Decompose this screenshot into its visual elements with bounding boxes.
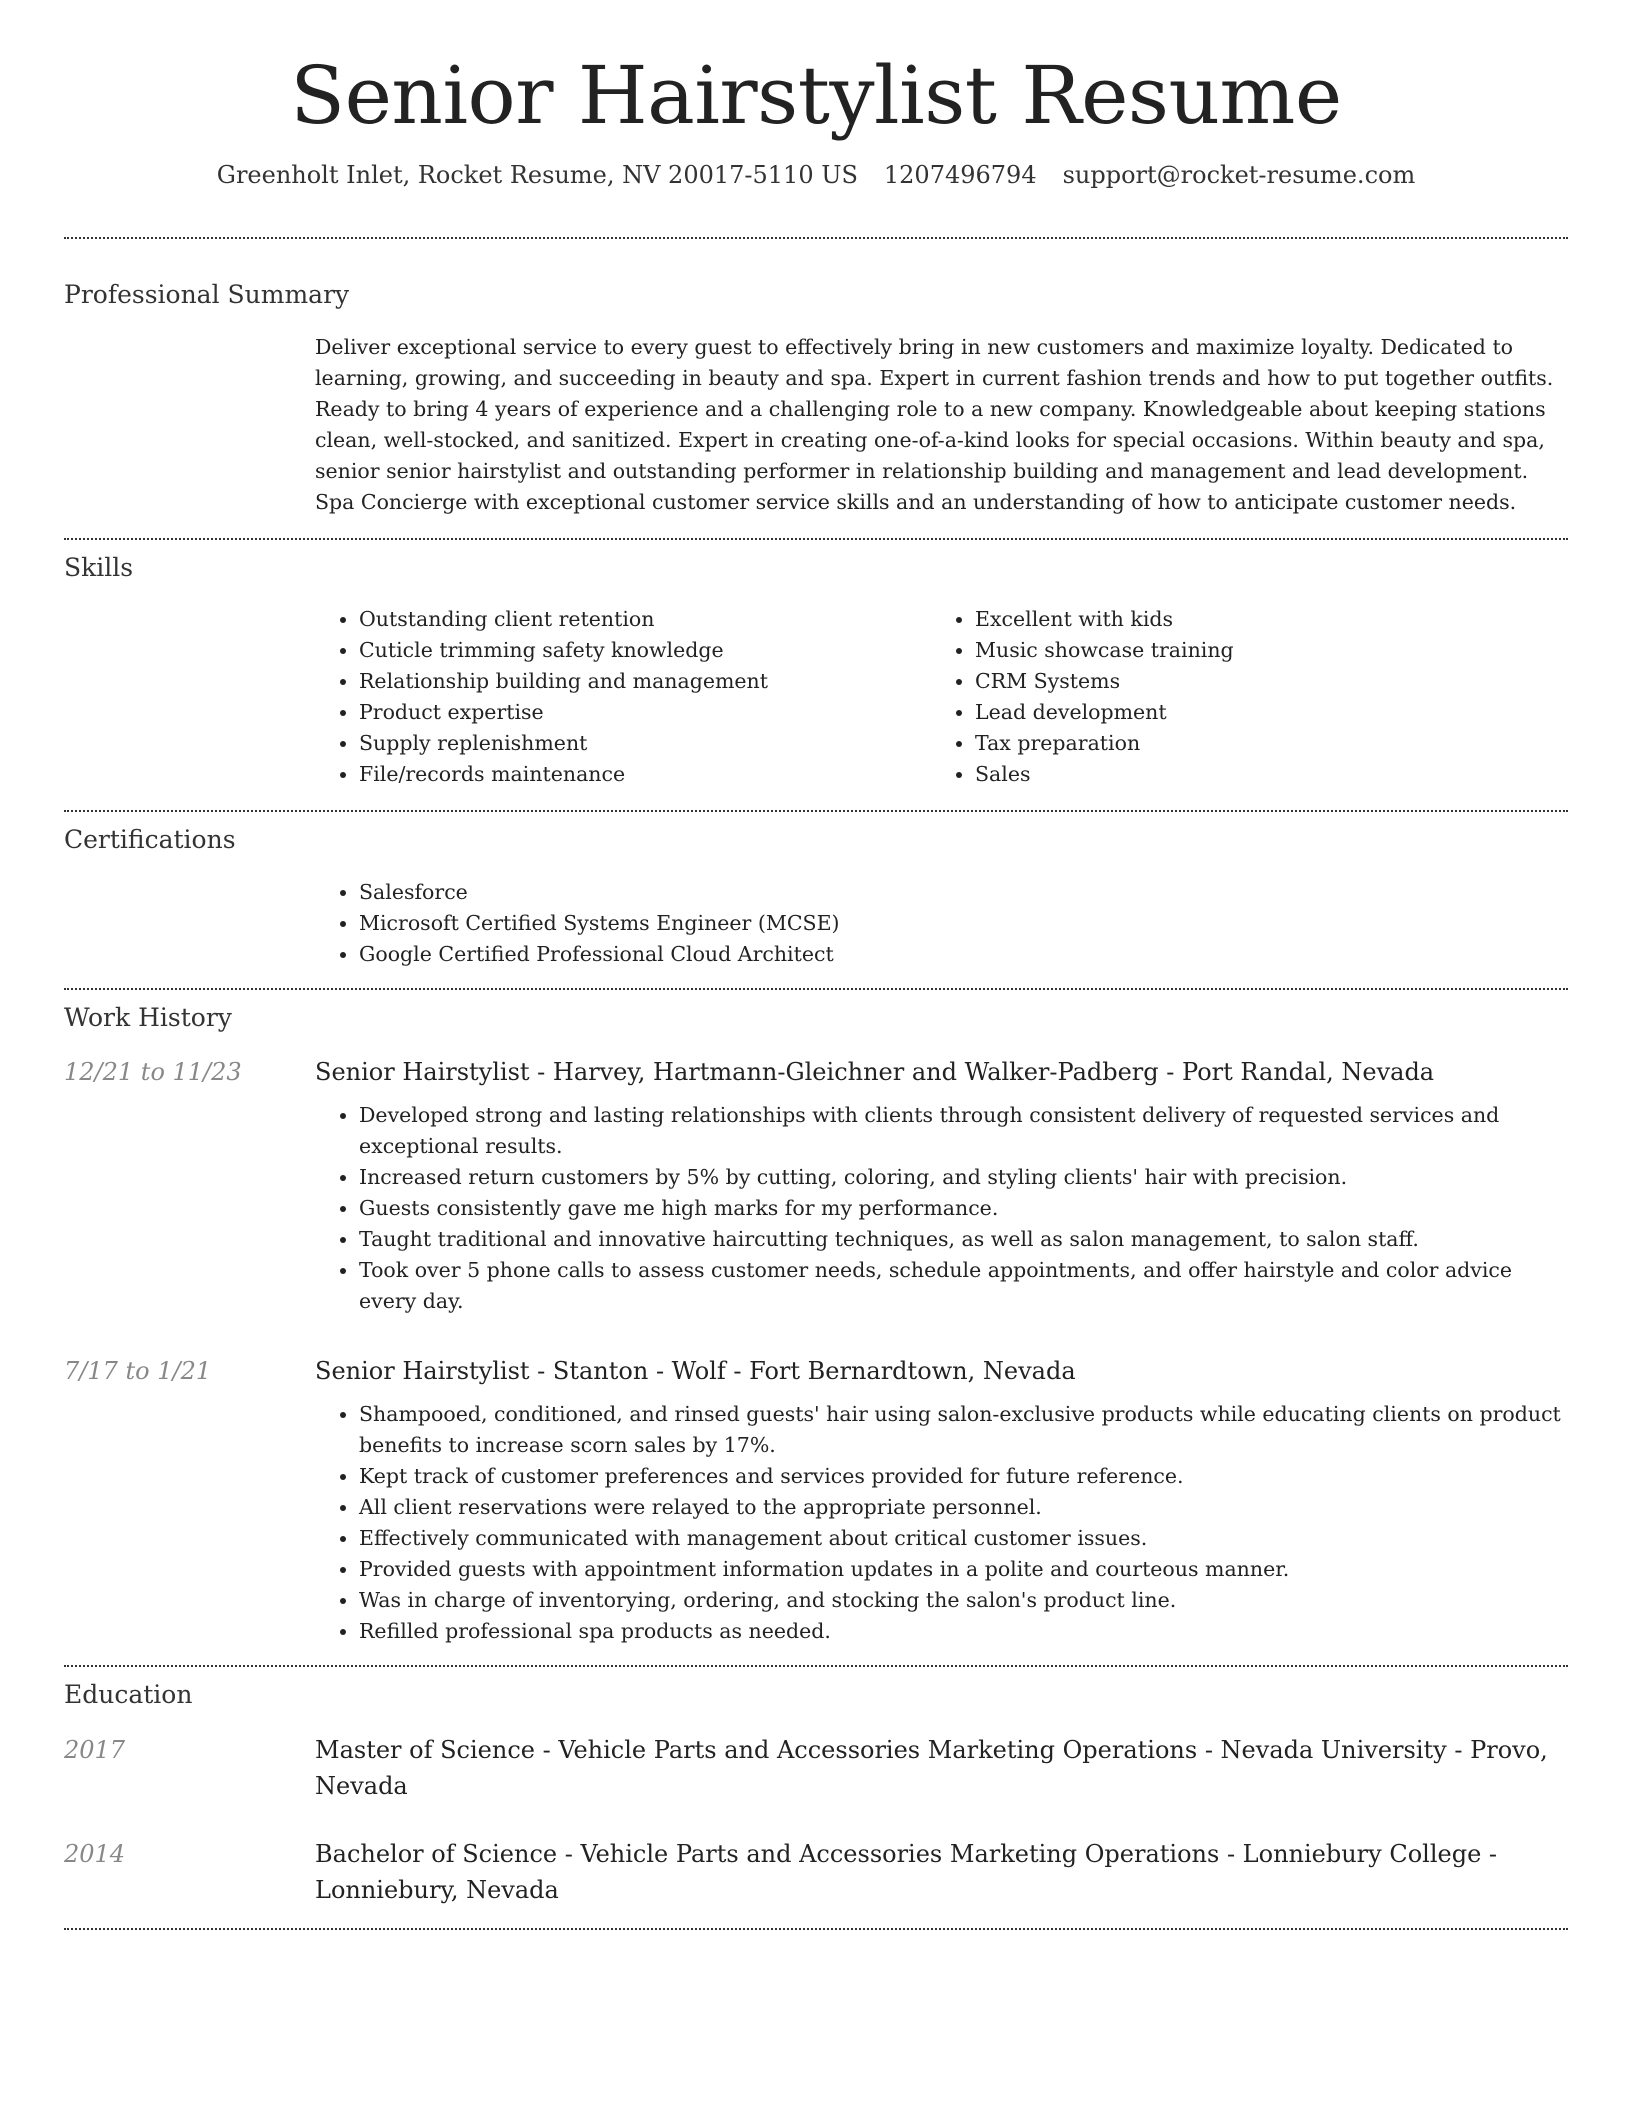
list-item: • Outstanding client retention: [359, 604, 931, 635]
divider: [64, 988, 1568, 990]
education-entry: [64, 1836, 1568, 1908]
divider: [64, 237, 1568, 239]
summary-text: Deliver exceptional service to every guest to effectively bring in new customers and maximize loyalty. Dedicated to learning, growing, and succeeding in beauty and spa. Expert in current fashion trends and how to put together outfits. Ready to bring 4 years of experience and a challenging role to a new company. Knowledgeable about keeping stations clean, well-stocked, and sanitized. Expert in creating one-of-a-kind looks for special occasions. Within beauty and spa, senior senior hairstylist and outstanding performer in relationship building and management and lead development. Spa Concierge with exceptional customer service skills and an understanding of how to anticipate customer needs.: [315, 334, 1554, 514]
contact-phone: 1207496794: [883, 161, 1037, 189]
education-body: [315, 1732, 1568, 1804]
education-text: Bachelor of Science - Vehicle Parts and Accessories Marketing Operations - Lonniebury College - Lonniebury, Nevada: [315, 1839, 1498, 1904]
certifications-heading: Certifications: [64, 825, 236, 855]
summary-section: [315, 332, 1568, 518]
job-entry: [64, 1054, 1568, 1317]
skills-list-left: [315, 604, 931, 790]
list-item: • Provided guests with appointment information updates in a polite and courteous manner.: [359, 1554, 1568, 1585]
list-item: • Taught traditional and innovative haircutting techniques, as well as salon management, to salon staff.: [359, 1224, 1568, 1255]
job-bullets: [315, 1100, 1568, 1317]
divider: [64, 810, 1568, 812]
skills-section: [315, 604, 1568, 790]
job-title: Senior Hairstylist - Stanton - Wolf - Fort Bernardtown, Nevada: [315, 1357, 1076, 1386]
certifications-list: [315, 877, 1568, 970]
education-year: 2017: [64, 1735, 126, 1764]
divider: [64, 538, 1568, 540]
list-item: • Music showcase training: [975, 635, 1547, 666]
list-item: • Supply replenishment: [359, 728, 931, 759]
list-item: • Took over 5 phone calls to assess customer needs, schedule appointments, and offer hairstyle and color advice every day.: [359, 1255, 1568, 1317]
divider: [64, 1928, 1568, 1930]
list-item: • Developed strong and lasting relationships with clients through consistent delivery of requested services and exceptional results.: [359, 1100, 1568, 1162]
education-text: Master of Science - Vehicle Parts and Accessories Marketing Operations - Nevada University - Provo, Nevada: [315, 1735, 1548, 1800]
job-dates: 7/17 to 1/21: [64, 1357, 212, 1386]
list-item: • Was in charge of inventorying, ordering, and stocking the salon's product line.: [359, 1585, 1568, 1616]
contact-email: support@rocket-resume.com: [1062, 161, 1416, 189]
list-item: • Guests consistently gave me high marks for my performance.: [359, 1193, 1568, 1224]
work-heading: Work History: [64, 1002, 232, 1032]
education-body: [315, 1836, 1568, 1908]
list-item: • Refilled professional spa products as needed.: [359, 1616, 1568, 1647]
job-title: Senior Hairstylist - Harvey, Hartmann-Gleichner and Walker-Padberg - Port Randal, Nevada: [315, 1058, 1435, 1087]
list-item: • Sales: [975, 759, 1547, 790]
skills-list-right: [931, 604, 1547, 790]
list-item: • CRM Systems: [975, 666, 1547, 697]
list-item: • Microsoft Certified Systems Engineer (MCSE): [359, 908, 1568, 939]
list-item: • Effectively communicated with management about critical customer issues.: [359, 1523, 1568, 1554]
summary-heading: Professional Summary: [64, 280, 350, 310]
skills-heading: Skills: [64, 552, 134, 582]
list-item: • Lead development: [975, 697, 1547, 728]
list-item: • Kept track of customer preferences and services provided for future reference.: [359, 1461, 1568, 1492]
education-year: 2014: [64, 1839, 126, 1868]
list-item: • Salesforce: [359, 877, 1568, 908]
education-heading: Education: [64, 1680, 193, 1710]
list-item: • Relationship building and management: [359, 666, 931, 697]
contact-line: [64, 160, 1568, 191]
education-entry: [64, 1732, 1568, 1804]
certifications-section: [315, 877, 1568, 970]
job-body: [315, 1353, 1568, 1647]
list-item: • Cuticle trimming safety knowledge: [359, 635, 931, 666]
job-dates: 12/21 to 11/23: [64, 1058, 242, 1087]
list-item: • Tax preparation: [975, 728, 1547, 759]
contact-address: Greenholt Inlet, Rocket Resume, NV 20017-5110 US: [216, 161, 858, 189]
list-item: • Increased return customers by 5% by cutting, coloring, and styling clients' hair with precision.: [359, 1162, 1568, 1193]
list-item: • Product expertise: [359, 697, 931, 728]
list-item: • File/records maintenance: [359, 759, 931, 790]
list-item: • Shampooed, conditioned, and rinsed guests' hair using salon-exclusive products while educating clients on product benefits to increase scorn sales by 17%.: [359, 1399, 1568, 1461]
list-item: • Google Certified Professional Cloud Architect: [359, 939, 1568, 970]
job-bullets: [315, 1399, 1568, 1647]
list-item: • Excellent with kids: [975, 604, 1547, 635]
divider: [64, 1665, 1568, 1667]
list-item: • All client reservations were relayed to the appropriate personnel.: [359, 1492, 1568, 1523]
job-body: [315, 1054, 1568, 1317]
resume-title: Senior Hairstylist Resume: [290, 49, 1342, 142]
job-entry: [64, 1353, 1568, 1647]
